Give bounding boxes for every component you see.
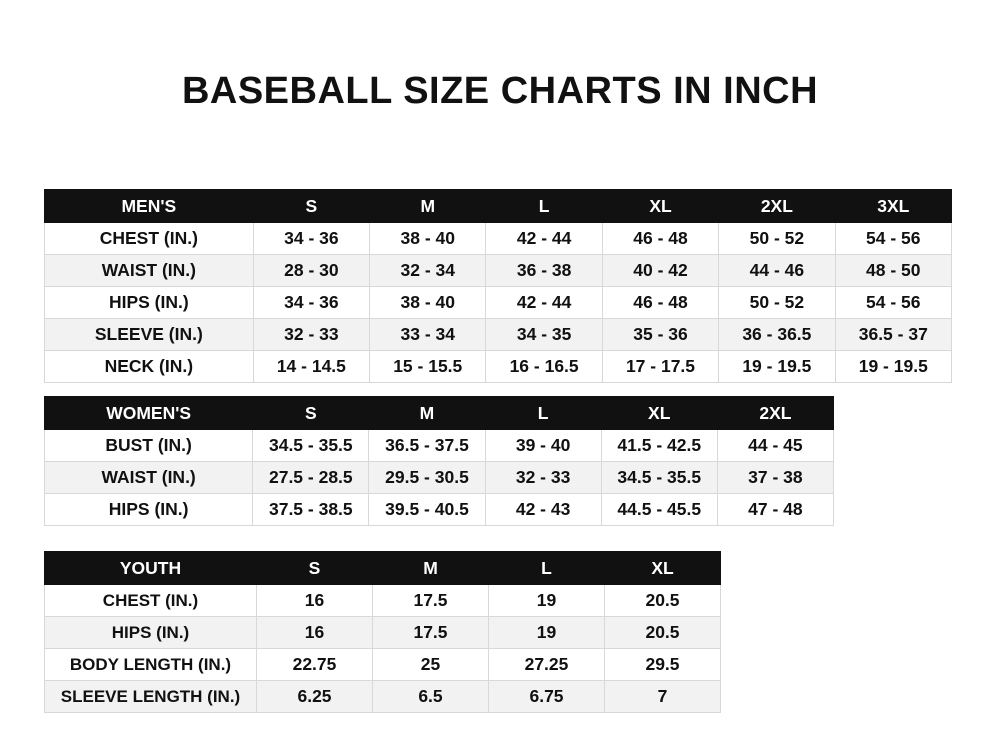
row-label: WAIST (IN.) [45,255,254,287]
row-label: HIPS (IN.) [45,494,253,526]
table-cell: 37 - 38 [717,462,833,494]
mens-size-table [44,189,952,383]
row-label: HIPS (IN.) [45,287,254,319]
table-cell: 34 - 36 [253,287,369,319]
table-row [45,287,952,319]
row-label: SLEEVE LENGTH (IN.) [45,681,257,713]
column-header: L [485,397,601,430]
table-cell: 48 - 50 [835,255,951,287]
table-row [45,462,834,494]
table-header-row [45,397,834,430]
row-label: CHEST (IN.) [45,585,257,617]
table-cell: 44 - 46 [719,255,835,287]
table-cell: 34 - 35 [486,319,602,351]
column-header: M [369,397,485,430]
table-cell: 54 - 56 [835,287,951,319]
row-label: BODY LENGTH (IN.) [45,649,257,681]
table-cell: 32 - 33 [485,462,601,494]
column-header: S [257,552,373,585]
column-header: L [489,552,605,585]
table-row [45,649,721,681]
column-header: M [373,552,489,585]
column-header: XL [602,190,718,223]
column-header: WOMEN'S [45,397,253,430]
table-cell: 6.75 [489,681,605,713]
table-header-row [45,552,721,585]
table-cell: 35 - 36 [602,319,718,351]
table-cell: 27.5 - 28.5 [253,462,369,494]
table-row [45,319,952,351]
column-header: M [370,190,486,223]
table-cell: 32 - 33 [253,319,369,351]
table-cell: 17.5 [373,617,489,649]
table-cell: 6.5 [373,681,489,713]
table-cell: 44 - 45 [717,430,833,462]
column-header: XL [601,397,717,430]
womens-size-table [44,396,834,526]
table-cell: 6.25 [257,681,373,713]
table-cell: 36 - 36.5 [719,319,835,351]
table-cell: 19 [489,617,605,649]
table-cell: 33 - 34 [370,319,486,351]
column-header: S [253,397,369,430]
table-cell: 20.5 [605,585,721,617]
table-cell: 36.5 - 37.5 [369,430,485,462]
row-label: HIPS (IN.) [45,617,257,649]
table-cell: 38 - 40 [370,287,486,319]
table-cell: 19 - 19.5 [835,351,951,383]
table-cell: 15 - 15.5 [370,351,486,383]
table-cell: 38 - 40 [370,223,486,255]
table-cell: 16 [257,585,373,617]
table-cell: 41.5 - 42.5 [601,430,717,462]
row-label: BUST (IN.) [45,430,253,462]
table-cell: 36.5 - 37 [835,319,951,351]
table-cell: 42 - 43 [485,494,601,526]
column-header: 2XL [719,190,835,223]
table-cell: 34 - 36 [253,223,369,255]
table-row [45,681,721,713]
table-cell: 32 - 34 [370,255,486,287]
table-cell: 46 - 48 [602,287,718,319]
table-cell: 40 - 42 [602,255,718,287]
table-cell: 36 - 38 [486,255,602,287]
table-cell: 29.5 [605,649,721,681]
table-cell: 16 - 16.5 [486,351,602,383]
table-cell: 17 - 17.5 [602,351,718,383]
table-cell: 28 - 30 [253,255,369,287]
row-label: SLEEVE (IN.) [45,319,254,351]
table-cell: 42 - 44 [486,223,602,255]
column-header: L [486,190,602,223]
table-cell: 27.25 [489,649,605,681]
table-header-row [45,190,952,223]
table-cell: 7 [605,681,721,713]
table-cell: 17.5 [373,585,489,617]
column-header: XL [605,552,721,585]
table-cell: 14 - 14.5 [253,351,369,383]
table-cell: 50 - 52 [719,223,835,255]
column-header: 2XL [717,397,833,430]
column-header: YOUTH [45,552,257,585]
table-cell: 50 - 52 [719,287,835,319]
table-cell: 44.5 - 45.5 [601,494,717,526]
table-cell: 34.5 - 35.5 [253,430,369,462]
table-row [45,585,721,617]
youth-size-table [44,551,721,713]
page-title: BASEBALL SIZE CHARTS IN INCH [181,70,819,112]
table-cell: 22.75 [257,649,373,681]
table-cell: 16 [257,617,373,649]
table-cell: 34.5 - 35.5 [601,462,717,494]
table-row [45,430,834,462]
table-cell: 19 - 19.5 [719,351,835,383]
row-label: NECK (IN.) [45,351,254,383]
table-cell: 39 - 40 [485,430,601,462]
table-cell: 54 - 56 [835,223,951,255]
table-cell: 37.5 - 38.5 [253,494,369,526]
row-label: CHEST (IN.) [45,223,254,255]
table-row [45,494,834,526]
table-cell: 39.5 - 40.5 [369,494,485,526]
table-cell: 47 - 48 [717,494,833,526]
table-cell: 19 [489,585,605,617]
column-header: 3XL [835,190,951,223]
column-header: MEN'S [45,190,254,223]
table-cell: 25 [373,649,489,681]
table-cell: 29.5 - 30.5 [369,462,485,494]
table-row [45,617,721,649]
table-row [45,255,952,287]
table-cell: 20.5 [605,617,721,649]
row-label: WAIST (IN.) [45,462,253,494]
table-row [45,351,952,383]
column-header: S [253,190,369,223]
table-row [45,223,952,255]
table-cell: 42 - 44 [486,287,602,319]
table-cell: 46 - 48 [602,223,718,255]
